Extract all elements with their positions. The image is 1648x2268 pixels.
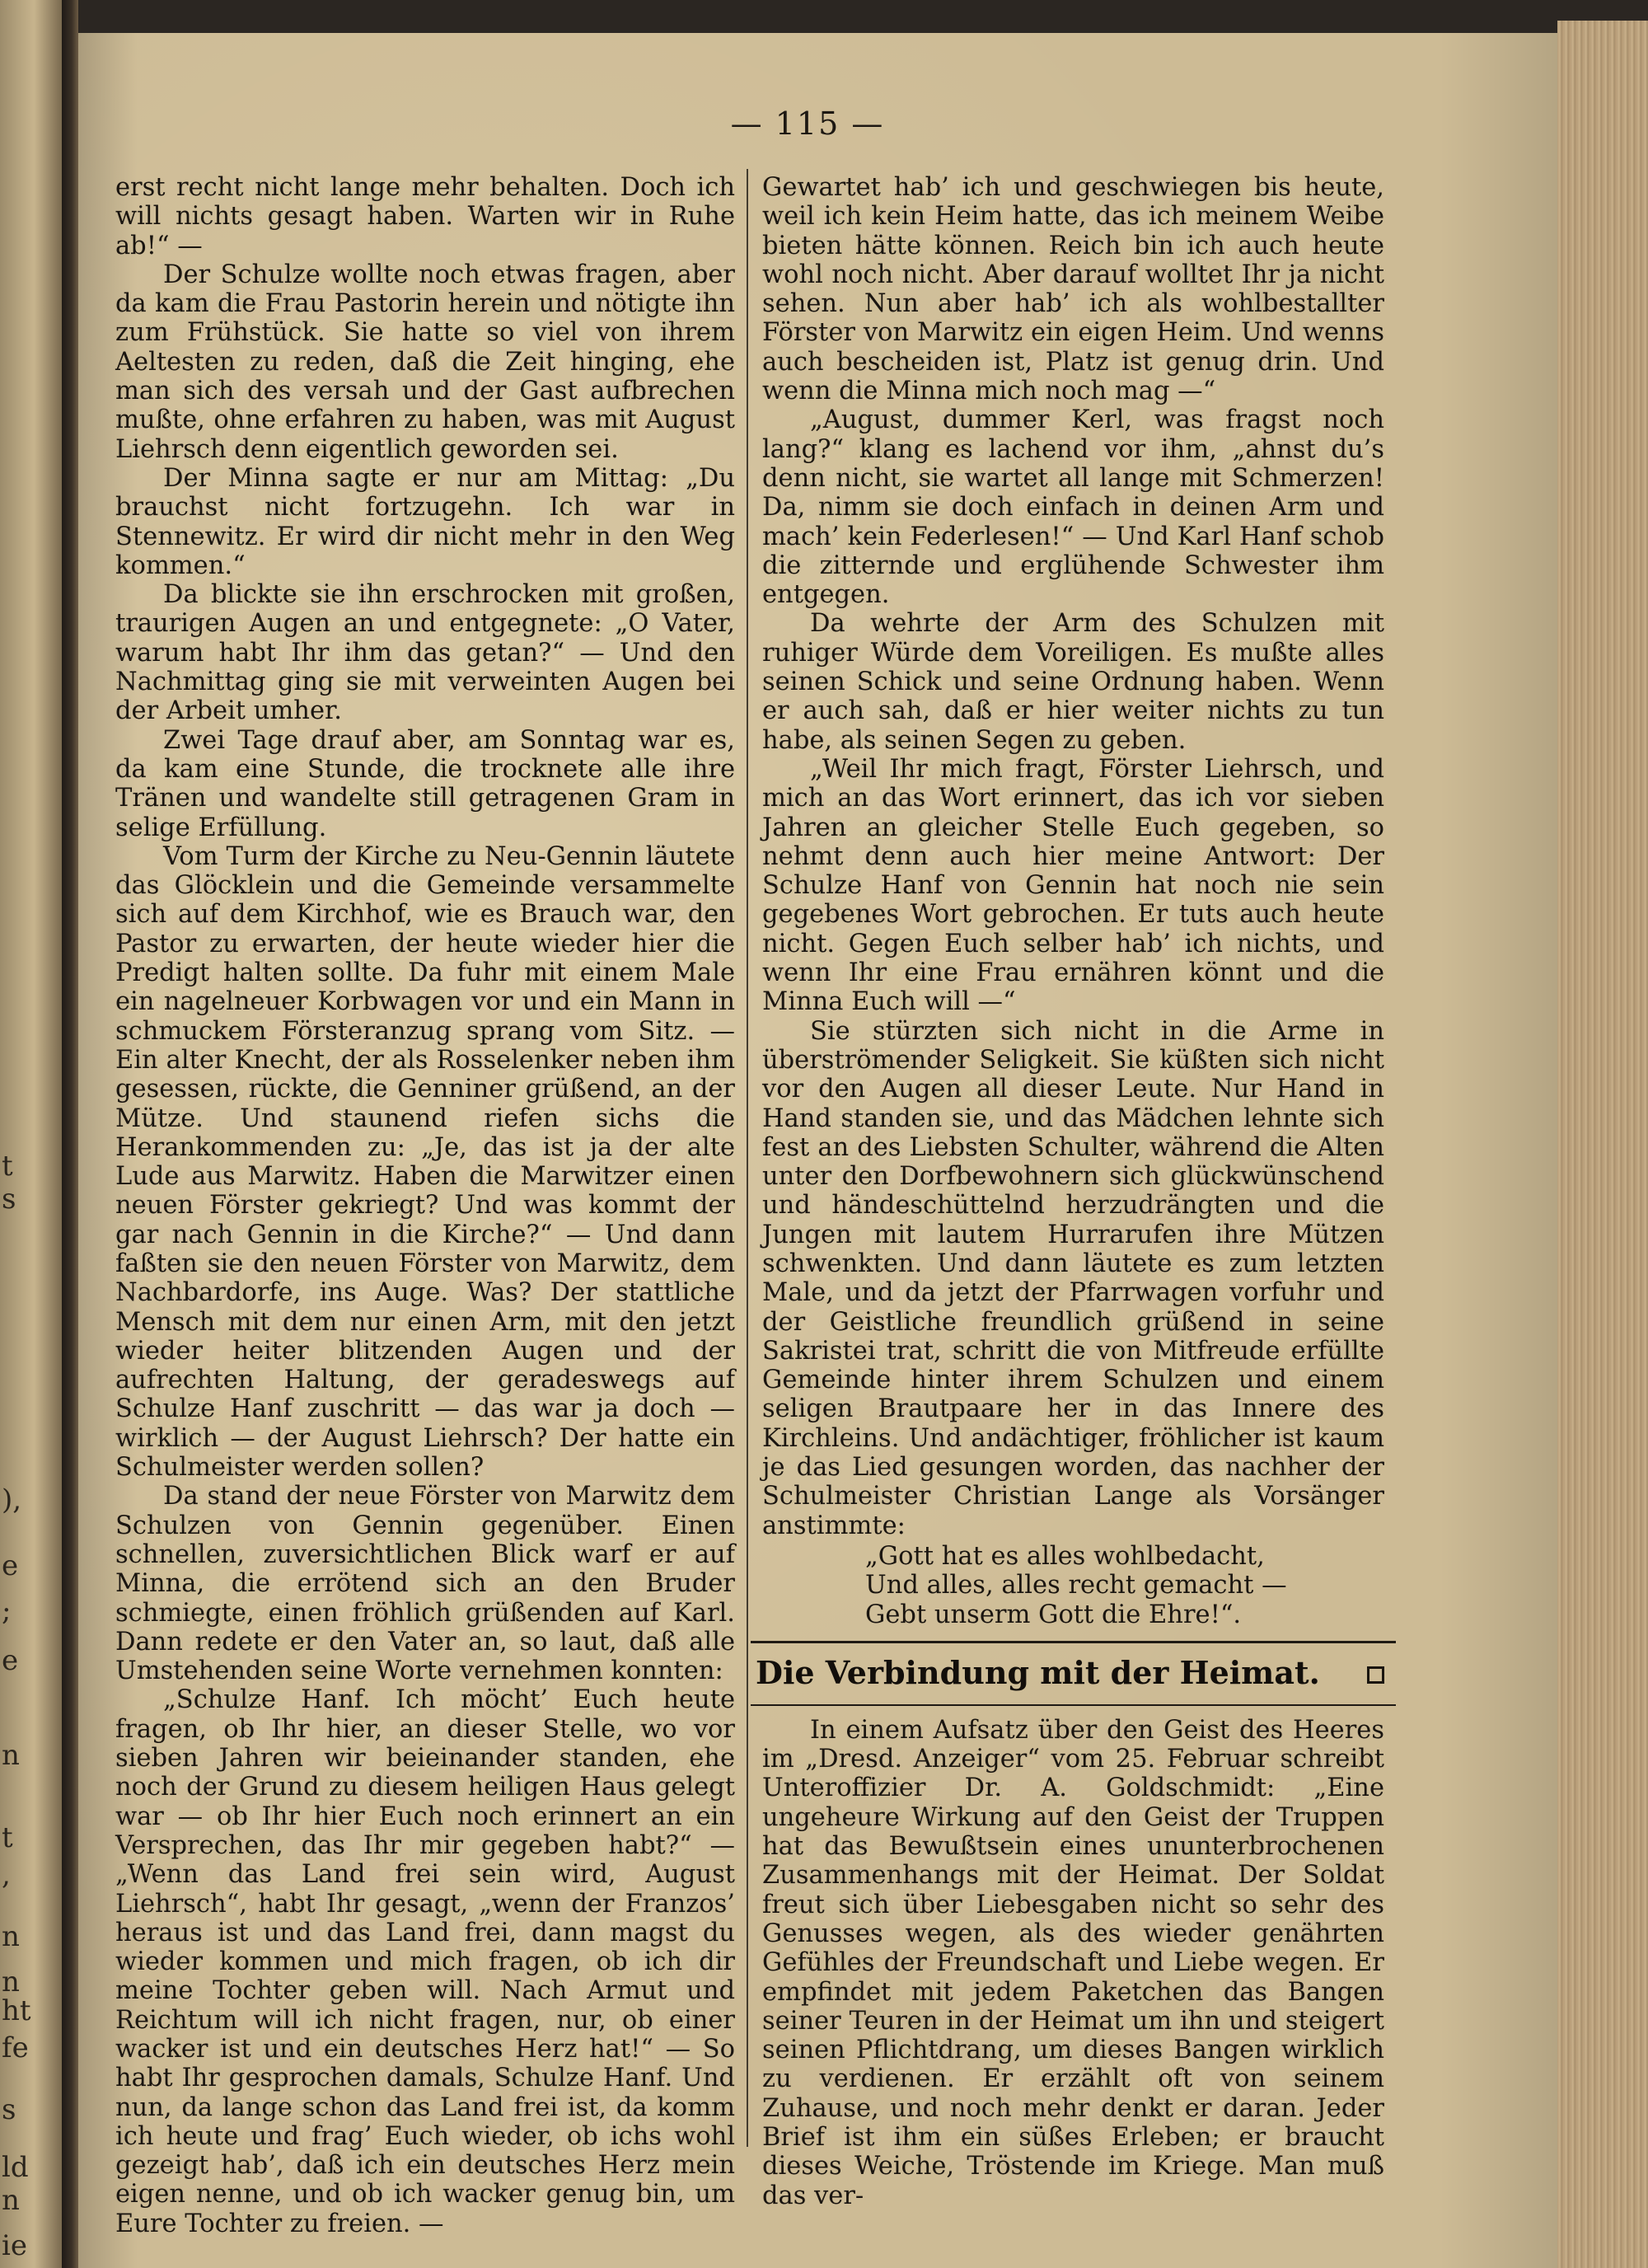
fragment-letter: ht [2, 1994, 31, 2027]
paragraph: Der Schulze wollte noch etwas fragen, aber da kam die Frau Pastorin herein und nötigte ihn zum Frühstück. Sie hatte so viel von ihrem Aeltesten zu reden, daß die Zeit hinging, ehe man sich des versah und der Gast aufbrechen mußte, ohne erfahren zu haben, was mit August Liehrsch denn eigentlich geworden sei. [115, 260, 735, 464]
fragment-letter: n [2, 1966, 20, 1999]
fragment-letter: ; [2, 1595, 12, 1628]
book-gutter [62, 0, 78, 2268]
section-rule-top [751, 1641, 1396, 1643]
hymn-verse [762, 1542, 1384, 1629]
paragraph: Der Minna sagte er nur am Mittag: „Du brauchst nicht fortzugehn. Ich war in Stennewitz. Er wird dir nicht mehr in den Weg kommen.“ [115, 463, 735, 580]
fragment-letter: s [2, 2093, 16, 2126]
paragraph: „Weil Ihr mich fragt, Förster Liehrsch, und mich an das Wort erinnert, das ich vor sieben Jahren an gleicher Stelle Euch gegeben, so nehmt denn auch hier meine Antwort: Der Schulze Hanf von Gennin hat noch nie sein gegebenes Wort gebrochen. Er tuts auch heute nicht. Gegen Euch selber hab’ ich nichts, und wenn Ihr eine Frau ernähren könnt und die Minna Euch will —“ [762, 754, 1384, 1017]
fragment-letter: e [2, 1644, 19, 1677]
fragment-letter: n [2, 1920, 20, 1953]
fragment-letter: fe [2, 2031, 29, 2064]
previous-page-fragments [2, 0, 35, 2268]
fragment-letter: t [2, 1821, 13, 1854]
paragraph: „Schulze Hanf. Ich möcht’ Euch heute fragen, ob Ihr hier, an dieser Stelle, wo vor sieben Jahren wir beieinander standen, ehe noch der Grund zu diesem heiligen Haus gelegt war — ob Ihr hier Euch noch erinnert an ein Versprechen, das Ihr mir gegeben habt?“ — „Wenn das Land frei sein wird, August Liehrsch“, habt Ihr gesagt, „wenn der Franzos’ heraus ist und das Land frei, dann magst du wieder kommen und mich fragen, ob ich dir meine Tochter geben will. Nach Armut und Reichtum will ich nicht fragen, nur, ob einer wacker ist und ein deutsches Herz hat!“ — So habt Ihr gesprochen damals, Schulze Hanf. Und nun, da lange schon das Land frei ist, da komm ich heute und frag’ Euch wieder, ob ichs wohl gezeigt hab’, daß ich ein deutsches Herz mein eigen nenne, und ob ich wacker genug bin, um Eure Tochter zu freien. — [115, 1685, 735, 2238]
fragment-letter: s [2, 1183, 16, 1216]
fragment-letter: t [2, 1150, 13, 1183]
previous-page-edge [0, 0, 62, 2268]
right-column [756, 173, 1384, 2210]
section-title: Die Verbindung mit der Heimat. [756, 1653, 1320, 1691]
page-number: — 115 — [730, 105, 885, 142]
fragment-letter: n [2, 1739, 20, 1772]
square-ornament-icon [1367, 1666, 1384, 1684]
poem-line: „Gott hat es alles wohlbedacht, [865, 1541, 1265, 1571]
paragraph: Sie stürzten sich nicht in die Arme in überströmender Seligkeit. Sie küßten sich nicht vor den Augen all dieser Leute. Nur Hand in Hand standen sie, und das Mädchen lehnte sich fest an des Liebsten Schulter, während die Alten unter den Dorfbewohnern sich glückwünschend und händeschüttelnd herzudrängten und die Jungen mit lautem Hurrarufen ihre Mützen schwenkten. Und dann läutete es zum letzten Male, und da jetzt der Pfarrwagen vorfuhr und der Geistliche freundlich grüßend in seine Sakristei trat, schritt die von Mitfreude erfüllte Gemeinde hinter ihrem Schulzen und einem seligen Brautpaare her in das Innere des Kirchleins. Und andächtiger, fröhlicher ist kaum je das Lied gesungen worden, das nachher der Schulmeister Christian Lange als Vorsänger anstimmte: [762, 1016, 1384, 1540]
poem-line: Und alles, alles recht gemacht — [865, 1571, 1287, 1600]
paragraph: In einem Aufsatz über den Geist des Heeres im „Dresd. Anzeiger“ vom 25. Februar schreibt Unteroffizier Dr. A. Goldschmidt: „Eine ungeheure Wirkung auf den Geist der Truppen hat das Bewußtsein eines ununterbrochenen Zusammenhangs mit der Heimat. Der Soldat freut sich über Liebesgaben nicht so sehr des Genusses wegen, als des wieder genährten Gefühles der Freundschaft und Liebe wegen. Er empfindet mit jedem Paketchen das Bangen seiner Teuren in der Heimat um ihn und steigert seinen Pflichtdrang, um dieses Bangen wirklich zu verdienen. Er erzählt oft von seinem Zuhause, und noch mehr denkt er daran. Jeder Brief ist ihm ein süßes Erleben; er braucht dieses Weiche, Tröstende im Kriege. Man muß das ver- [762, 1715, 1384, 2210]
fragment-letter: n [2, 2184, 20, 2217]
fragment-letter: ), [2, 1483, 22, 1516]
poem-line: Gebt unserm Gott die Ehre!“. [865, 1600, 1242, 1629]
paragraph: Da wehrte der Arm des Schulzen mit ruhiger Würde dem Voreiligen. Es mußte alles seinen Schick und seine Ordnung haben. Wenn er auch sah, daß er hier weiter nichts zu tun habe, als seinen Segen zu geben. [762, 609, 1384, 755]
paragraph: „August, dummer Kerl, was fragst noch lang?“ klang es lachend vor ihm, „ahnst du’s denn nicht, sie wartet all lange mit Schmerzen! Da, nimm sie doch einfach in deinen Arm und mach’ kein Federlesen!“ — Und Karl Hanf schob die zitternde und erglühende Schwester ihm entgegen. [762, 405, 1384, 610]
fragment-letter: , [2, 1858, 11, 1891]
paragraph: Zwei Tage drauf aber, am Sonntag war es, da kam eine Stunde, die trocknete alle ihre Tränen und wandelte still getragenen Gram in selige Erfüllung. [115, 725, 735, 842]
paragraph: Vom Turm der Kirche zu Neu-Gennin läutete das Glöcklein und die Gemeinde versammelte sich auf dem Kirchhof, wie es Brauch war, den Pastor zu erwarten, der heute wieder hier die Predigt halten sollte. Da fuhr mit einem Male ein nagelneuer Korbwagen vor und ein Mann in schmuckem Försteranzug sprang vom Sitz. — Ein alter Knecht, der als Rosselenker neben ihm gesessen, rückte, die Genniner grüßend, an der Mütze. Und staunend riefen sichs die Herankommenden zu: „Je, das ist ja der alte Lude aus Marwitz. Haben die Marwitzer einen neuen Förster gekriegt? Und was kommt der gar nach Gennin in die Kirche?“ — Und dann faßten sie den neuen Förster von Marwitz, dem Nachbardorfe, ins Auge. Was? Der stattliche Mensch mit dem nur einen Arm, mit den jetzt wieder heiter blitzenden Augen und der aufrechten Haltung, der geradeswegs auf Schulze Hanf zuschritt — das war ja doch — wirklich — der August Liehrsch? Der hatte ein Schulmeister werden sollen? [115, 841, 735, 1483]
left-column [115, 173, 735, 2238]
fragment-letter: ld [2, 2151, 29, 2184]
section-rule-bottom [751, 1704, 1396, 1706]
column-divider [747, 169, 748, 2147]
paragraph: erst recht nicht lange mehr behalten. Doch ich will nichts gesagt haben. Warten wir in Ruhe ab!“ — [115, 173, 735, 260]
paragraph: Da stand der neue Förster von Marwitz dem Schulzen von Gennin gegenüber. Einen schnellen, zuversichtlichen Blick warf er auf Minna, die errötend sich an den Bruder schmiegte, einen fröhlich grüßenden auf Karl. Dann redete er den Vater an, so laut, daß alle Umstehenden seine Worte vernehmen konnten: [115, 1482, 735, 1686]
paragraph: Gewartet hab’ ich und geschwiegen bis heute, weil ich kein Heim hatte, das ich meinem Weibe bieten hätte können. Reich bin ich auch heute wohl noch nicht. Aber darauf wolltet Ihr ja nicht sehen. Nun aber hab’ ich als wohlbestallter Förster von Marwitz ein eigen Heim. Und wenns auch bescheiden ist, Platz ist genug drin. Und wenn die Minna mich noch mag —“ [762, 173, 1384, 406]
page-block-edge [1557, 21, 1648, 2268]
fragment-letter: ie [2, 2229, 27, 2262]
paragraph: Da blickte sie ihn erschrocken mit großen, traurigen Augen an und entgegnete: „O Vater, warum habt Ihr ihm das getan?“ — Und den Nachmittag ging sie mit verweinten Augen bei der Arbeit umher. [115, 580, 735, 726]
fragment-letter: e [2, 1549, 19, 1582]
section-heading [751, 1648, 1396, 1698]
